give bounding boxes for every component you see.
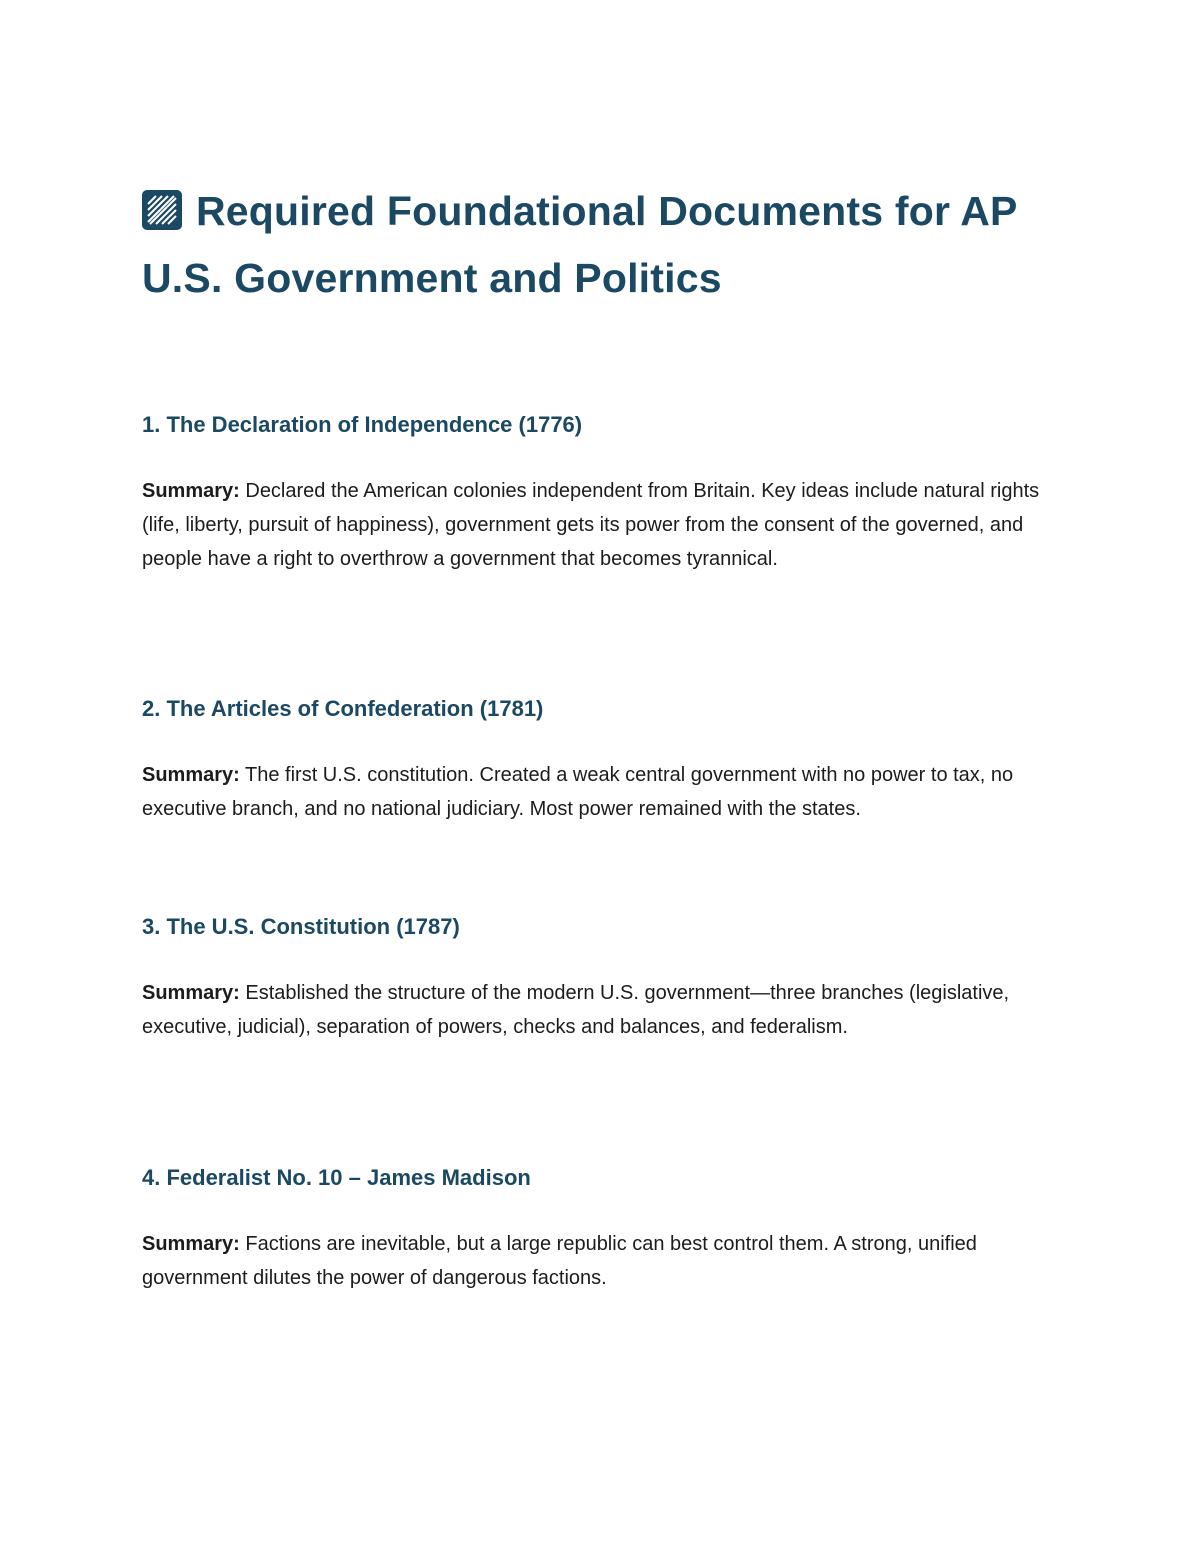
summary-label: Summary: — [142, 1233, 240, 1255]
section-heading: 1. The Declaration of Independence (1776) — [142, 412, 583, 437]
summary-label: Summary: — [142, 764, 240, 786]
page-title — [142, 178, 1072, 312]
section-articles-of-confederation — [142, 694, 1072, 826]
section-summary — [142, 758, 1072, 826]
document-lines-icon — [142, 190, 182, 230]
section-summary — [142, 976, 1072, 1044]
section-heading: 3. The U.S. Constitution (1787) — [142, 914, 460, 939]
summary-label: Summary: — [142, 480, 240, 502]
page-title-text: Required Foundational Documents for AP U.S. Government and Politics — [142, 188, 1017, 301]
summary-label: Summary: — [142, 982, 240, 1004]
summary-text: Declared the American colonies independent from Britain. Key ideas include natural rights (life, liberty, pursuit of happiness), government gets its power from the consent of the governed, and people have a right to overthrow a government that becomes tyrannical. — [142, 480, 1040, 570]
summary-text: Established the structure of the modern U.S. government—three branches (legislative, executive, judicial), separation of powers, checks and balances, and federalism. — [142, 982, 1010, 1038]
section-heading: 2. The Articles of Confederation (1781) — [142, 696, 544, 721]
section-us-constitution — [142, 912, 1072, 1044]
section-summary — [142, 1227, 1072, 1295]
section-federalist-no-10 — [142, 1163, 1072, 1295]
section-heading: 4. Federalist No. 10 – James Madison — [142, 1165, 531, 1190]
section-summary — [142, 474, 1072, 576]
summary-text: The first U.S. constitution. Created a weak central government with no power to tax, no executive branch, and no national judiciary. Most power remained with the states. — [142, 764, 1014, 820]
document-page — [142, 178, 1072, 1289]
summary-text: Factions are inevitable, but a large republic can best control them. A strong, unified government dilutes the power of dangerous factions. — [142, 1233, 977, 1289]
section-declaration-of-independence — [142, 410, 1072, 576]
